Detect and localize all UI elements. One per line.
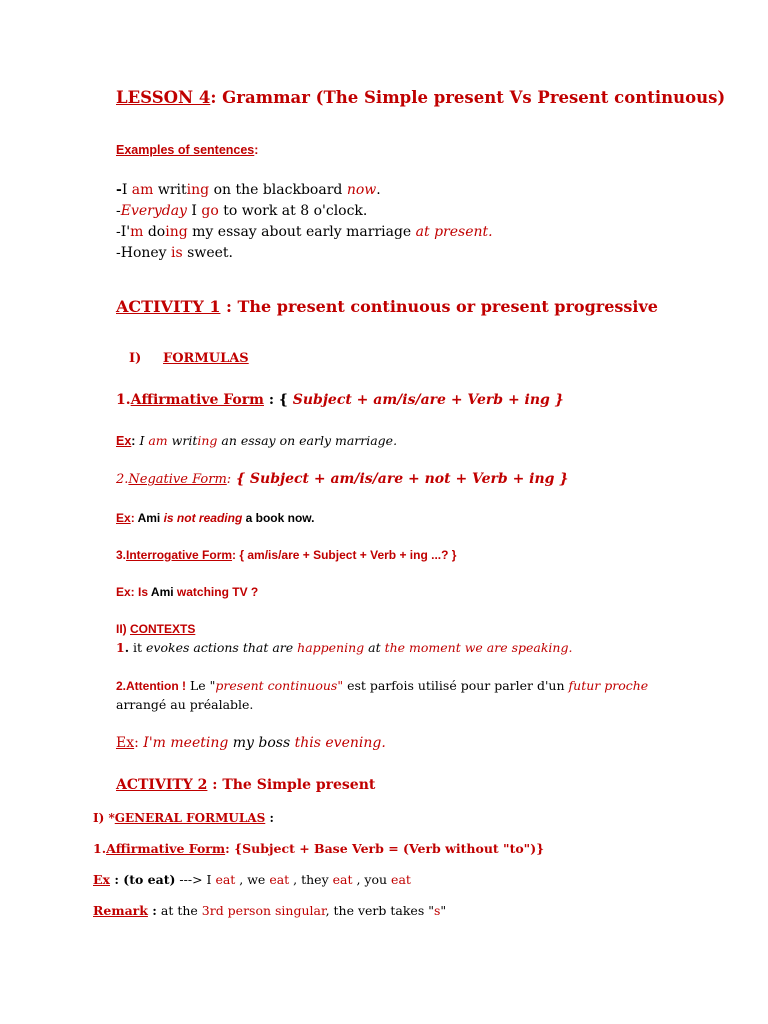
section-number: I) [129,351,142,366]
ex-colon: : [134,735,139,751]
word: actions that are [189,640,298,655]
word: writ [153,182,187,198]
verb-highlight: is not reading [163,511,243,525]
verb-highlight: go [201,203,219,219]
highlight: I'm meeting [138,735,229,751]
ing-highlight: ing [186,182,210,198]
context-example [116,735,386,752]
ex-label: Ex [116,511,131,525]
item-number: 1. [116,392,131,408]
word: Ami [134,511,164,525]
section-formulas [129,351,141,367]
formula: Subject + am/is/are + Verb + ing } [292,392,564,408]
word: on the blackboard [209,182,347,198]
activity-1-title [116,297,658,316]
word: , the verb takes " [325,903,434,918]
word: , we [235,872,270,887]
highlight: the moment we are speaking. [384,640,573,655]
word: a book now. [242,511,315,525]
ing-highlight: ing [165,224,188,240]
ex-label: Ex [93,872,110,887]
ex-label: Ex [116,735,135,751]
negative-form-formula [116,471,568,488]
form-label: Affirmative Form [130,392,264,408]
lesson-title-text: : Grammar (The Simple present Vs Present continuous) [210,88,726,107]
time-marker: at present. [415,224,493,240]
ex-colon: : [131,434,136,448]
highlight: futur proche [568,678,649,693]
context-1 [116,640,572,655]
example-sentence-4 [116,245,233,262]
formula: : {Subject + Base Verb = (Verb without "to")} [225,841,545,856]
affirmative-form-formula [116,392,564,409]
word: Le " [186,678,216,693]
verb-highlight: eat [332,872,353,887]
activity-1-label: ACTIVITY 1 [116,297,221,316]
general-formulas-heading [93,811,274,825]
section-title: CONTEXTS [130,622,196,636]
verb-highlight: m [130,224,144,240]
time-marker: now [346,182,377,198]
word: I [121,182,132,198]
section-title: FORMULAS [163,351,249,366]
remark-label: Remark [93,903,148,918]
word: at the [156,903,202,918]
affirmative-example [116,433,397,449]
formula: : { am/is/are + Subject + Verb + ing ...? } [232,548,457,562]
formula: { Subject + am/is/are + not + Verb + ing } [231,471,569,487]
form-colon: : [226,472,232,487]
highlight: this evening. [294,735,386,751]
section-colon: : [265,811,274,825]
dash: -I' [116,224,131,240]
verb-highlight: watching [173,585,233,599]
example-sentence-1 [116,182,381,199]
verb-highlight: eat [269,872,290,887]
word: writ [167,433,198,448]
verb-highlight: am [148,433,168,448]
simple-present-affirmative [93,841,544,856]
item-number: 1. [93,841,107,856]
highlight: 3rd person singular [201,903,326,918]
item-number: 1 [116,640,125,655]
verb-highlight: am [131,182,154,198]
word: I [135,433,149,448]
activity-2-title-text: : The Simple present [207,777,376,793]
word: sweet. [182,245,233,261]
word: I [186,203,202,219]
word: : (to eat) [109,872,176,887]
ex-colon: : [130,511,135,525]
attention-label: 2.Attention ! [116,679,186,693]
section-contexts [116,622,195,636]
section-number: I) * [93,811,115,825]
examples-heading-colon: : [254,143,259,157]
ex-label: Ex: Is [116,585,151,599]
dash: - [116,182,122,198]
section-title: GENERAL FORMULAS [114,811,266,825]
form-label: Negative Form [128,472,227,487]
word: -Honey [116,245,172,261]
section-formulas-title [163,351,249,367]
interrogative-example [116,585,258,599]
examples-heading-label: Examples of sentences [116,143,255,157]
time-marker: Everyday [120,203,187,219]
word: . [376,182,381,198]
examples-heading [116,143,258,158]
verb-highlight: eat [391,872,411,887]
example-sentence-2 [116,203,367,220]
highlight: happening [297,640,365,655]
word: do [143,224,166,240]
word: my boss [228,735,295,751]
word: it [129,640,147,655]
separator: : { [263,392,293,408]
section-number: II) [116,622,130,636]
ing-highlight: ing [197,433,218,448]
remark-colon: : [147,903,157,918]
activity-2-title [116,777,375,794]
word: Ami [150,585,174,599]
word: at [364,640,385,655]
dash: - [116,203,121,219]
item-number: 2. [116,472,129,487]
word: evokes [146,640,190,655]
remark [93,903,446,918]
word: an essay on early marriage. [217,433,398,448]
lesson-title [116,88,725,108]
word: to work at 8 o'clock. [218,203,368,219]
word: , they [289,872,333,887]
context-2-line-2: arrangé au préalable. [116,697,254,712]
ex-label: Ex [116,434,132,448]
form-label: Affirmative Form [106,841,226,856]
item-number: 3. [116,548,127,562]
item-dot: . [124,640,130,655]
highlight: present continuous" [215,678,344,693]
word: TV ? [232,585,259,599]
word: est parfois utilisé pour parler d'un [343,678,569,693]
word: my essay about early marriage [187,224,416,240]
form-label: Interrogative Form [126,548,233,562]
word: ---> I [175,872,216,887]
word: " [440,903,447,918]
activity-1-title-text: : The present continuous or present progressive [220,297,658,316]
context-2 [116,678,648,693]
word: , you [352,872,392,887]
simple-present-example [93,872,411,887]
verb-highlight: eat [215,872,236,887]
activity-2-label: ACTIVITY 2 [116,777,208,793]
interrogative-form-formula [116,548,456,562]
example-sentence-3 [116,224,493,241]
verb-highlight: is [171,245,183,261]
negative-example [116,511,315,525]
highlight: s [433,903,441,918]
lesson-label: LESSON 4 [116,88,211,107]
